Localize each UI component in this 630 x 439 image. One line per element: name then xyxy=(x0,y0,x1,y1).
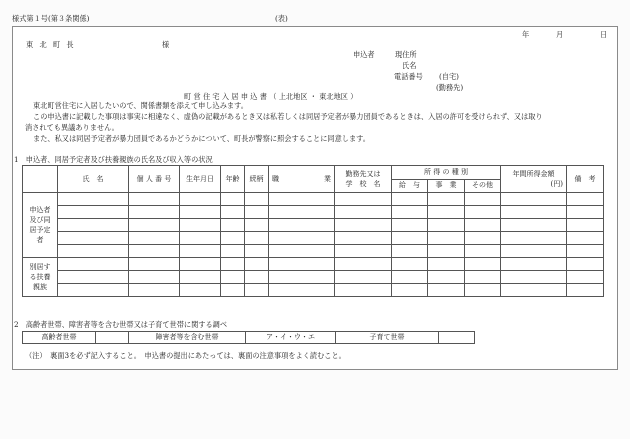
cell-input[interactable] xyxy=(221,232,245,245)
cell-input[interactable] xyxy=(501,258,567,271)
cell-input[interactable] xyxy=(58,219,129,232)
form-id: 様式第１号(第３条関係) xyxy=(12,14,90,23)
cell-input[interactable] xyxy=(392,271,428,284)
cell-input[interactable] xyxy=(501,219,567,232)
elderly-household-label: 高齢者世帯 xyxy=(23,332,96,344)
cell-input[interactable] xyxy=(129,258,180,271)
cell-input[interactable] xyxy=(245,271,269,284)
cell-input[interactable] xyxy=(180,206,221,219)
paragraph-1: 東北町営住宅に入居したいので、関係書類を添えて申し込みます。 xyxy=(33,101,248,110)
cell-input[interactable] xyxy=(245,245,269,258)
cell-input[interactable] xyxy=(392,193,428,206)
header-name: 氏 名 xyxy=(58,166,129,193)
phone-home: (自宅) xyxy=(439,72,459,81)
header-salary: 給 与 xyxy=(392,179,428,193)
cell-input[interactable] xyxy=(465,193,501,206)
group-label-applicants: 申込者 及び同 居予定 者 xyxy=(23,193,58,258)
disabled-household-label: 障害者等を含む世帯 xyxy=(129,332,246,344)
header-annual-income xyxy=(501,166,567,193)
cell-input[interactable] xyxy=(501,284,567,297)
child-rearing-household-label: 子育て世帯 xyxy=(336,332,439,344)
section1-heading: 1 申込者、同居予定者及び扶養親族の氏名及び収入等の状況 xyxy=(14,155,213,164)
cell-input[interactable] xyxy=(58,271,129,284)
header-workplace xyxy=(335,166,392,193)
cell-input[interactable] xyxy=(221,219,245,232)
header-relation: 続柄 xyxy=(245,166,269,193)
cell-input[interactable] xyxy=(269,206,335,219)
cell-input[interactable] xyxy=(58,258,129,271)
cell-input[interactable] xyxy=(58,193,129,206)
cell-input[interactable] xyxy=(567,219,604,232)
cell-input[interactable] xyxy=(269,284,335,297)
cell-input[interactable] xyxy=(269,258,335,271)
header-workplace-bottom: 学 校 名 xyxy=(345,180,381,188)
cell-input[interactable] xyxy=(428,271,465,284)
cell-input[interactable] xyxy=(269,271,335,284)
date-month: 月 xyxy=(556,30,564,39)
table-row xyxy=(23,258,604,271)
cell-input[interactable] xyxy=(567,271,604,284)
cell-input[interactable] xyxy=(180,258,221,271)
cell-input[interactable] xyxy=(501,245,567,258)
header-other: その他 xyxy=(465,179,501,193)
cell-input[interactable] xyxy=(567,284,604,297)
cell-input[interactable] xyxy=(180,271,221,284)
cell-input[interactable] xyxy=(501,193,567,206)
paragraph-3: また、私又は同居予定者が暴力団員であるかどうかについて、町長が警察に照会することに同意します。 xyxy=(33,134,370,143)
cell-input[interactable] xyxy=(335,193,392,206)
phone-work: (勤務先) xyxy=(436,83,464,92)
date-day: 日 xyxy=(600,30,608,39)
header-birthdate: 生年月日 xyxy=(180,166,221,193)
cell-input[interactable] xyxy=(428,232,465,245)
paragraph-2: この申込書に記載した事項は事実に相違なく、虚偽の記載があるとき又は私若しくは同居予定者が暴力団員であるときは、入居の許可を受けられず、又は取り xyxy=(33,112,543,121)
header-occupation xyxy=(269,166,335,193)
cell-input[interactable] xyxy=(245,232,269,245)
cell-input[interactable] xyxy=(465,271,501,284)
cell-input[interactable] xyxy=(501,271,567,284)
note: （注） 裏面3を必ず記入すること。 申込書の提出にあたっては、裏面の注意事項をよく読むこと。 xyxy=(25,351,346,360)
name-label: 氏名 xyxy=(402,61,417,70)
addressee-honorific: 様 xyxy=(162,40,170,49)
disabled-household-options[interactable]: ア・イ・ウ・エ xyxy=(246,332,336,344)
cell-input[interactable] xyxy=(465,232,501,245)
cell-input[interactable] xyxy=(335,245,392,258)
cell-input[interactable] xyxy=(129,193,180,206)
cell-input[interactable] xyxy=(180,193,221,206)
cell-input[interactable] xyxy=(129,219,180,232)
cell-input[interactable] xyxy=(58,284,129,297)
cell-input[interactable] xyxy=(269,232,335,245)
cell-input[interactable] xyxy=(567,245,604,258)
cell-input[interactable] xyxy=(428,219,465,232)
cell-input[interactable] xyxy=(129,271,180,284)
cell-input[interactable] xyxy=(180,245,221,258)
date-year: 年 xyxy=(522,30,530,39)
cell-input[interactable] xyxy=(465,284,501,297)
cell-input[interactable] xyxy=(245,193,269,206)
cell-input[interactable] xyxy=(567,258,604,271)
cell-input[interactable] xyxy=(180,232,221,245)
header-remarks: 備 考 xyxy=(567,166,604,193)
income-table xyxy=(22,165,604,297)
cell-input[interactable] xyxy=(465,206,501,219)
address-label: 現住所 xyxy=(395,50,417,59)
section2-heading: 2 高齢者世帯、障害者等を含む世帯又は子育て世帯に関する調べ xyxy=(14,320,228,329)
elderly-household-input[interactable] xyxy=(96,332,129,344)
cell-input[interactable] xyxy=(180,284,221,297)
cell-input[interactable] xyxy=(392,219,428,232)
applicant-label: 申込者 xyxy=(353,50,375,59)
cell-input[interactable] xyxy=(245,206,269,219)
cell-input[interactable] xyxy=(221,271,245,284)
header-annual-income-label: 年間所得金額 xyxy=(512,169,555,178)
cell-input[interactable] xyxy=(129,206,180,219)
cell-input[interactable] xyxy=(335,206,392,219)
cell-input[interactable] xyxy=(335,284,392,297)
side-label: (表) xyxy=(275,14,288,23)
cell-input[interactable] xyxy=(245,284,269,297)
household-type-table xyxy=(22,331,475,344)
cell-input[interactable] xyxy=(221,284,245,297)
child-rearing-household-input[interactable] xyxy=(439,332,475,344)
cell-input[interactable] xyxy=(335,271,392,284)
cell-input[interactable] xyxy=(129,232,180,245)
cell-input[interactable] xyxy=(129,284,180,297)
table-row xyxy=(23,193,604,206)
cell-input[interactable] xyxy=(269,245,335,258)
table-row xyxy=(23,271,604,284)
cell-input[interactable] xyxy=(335,232,392,245)
header-business: 事 業 xyxy=(428,179,465,193)
addressee-name: 東 北 町 長 xyxy=(26,40,76,49)
table-row xyxy=(23,219,604,232)
cell-input[interactable] xyxy=(465,258,501,271)
header-group-blank xyxy=(23,166,58,193)
header-occupation-left: 職 xyxy=(272,174,279,183)
cell-input[interactable] xyxy=(335,258,392,271)
cell-input[interactable] xyxy=(392,232,428,245)
cell-input[interactable] xyxy=(392,284,428,297)
header-occupation-right: 業 xyxy=(324,174,331,183)
cell-input[interactable] xyxy=(245,219,269,232)
cell-input[interactable] xyxy=(58,232,129,245)
cell-input[interactable] xyxy=(428,206,465,219)
cell-input[interactable] xyxy=(465,245,501,258)
cell-input[interactable] xyxy=(465,219,501,232)
cell-input[interactable] xyxy=(58,245,129,258)
header-age: 年齢 xyxy=(221,166,245,193)
cell-input[interactable] xyxy=(245,258,269,271)
cell-input[interactable] xyxy=(428,284,465,297)
cell-input[interactable] xyxy=(269,219,335,232)
table-row xyxy=(23,232,604,245)
cell-input[interactable] xyxy=(221,193,245,206)
cell-input[interactable] xyxy=(428,245,465,258)
cell-input[interactable] xyxy=(501,232,567,245)
cell-input[interactable] xyxy=(392,206,428,219)
cell-input[interactable] xyxy=(392,245,428,258)
page-title: 町 営 住 宅 入 居 申 込 書 （ 上北地区 ・ 東北地区 ） xyxy=(184,92,358,101)
cell-input[interactable] xyxy=(428,193,465,206)
cell-input[interactable] xyxy=(428,258,465,271)
cell-input[interactable] xyxy=(501,206,567,219)
header-my-number: 個 人 番 号 xyxy=(129,166,180,193)
cell-input[interactable] xyxy=(567,193,604,206)
header-workplace-top: 勤務先又は xyxy=(345,169,381,178)
group-label-dependents: 別居す る扶養 親族 xyxy=(23,258,58,297)
cell-input[interactable] xyxy=(392,258,428,271)
cell-input[interactable] xyxy=(269,193,335,206)
cell-input[interactable] xyxy=(221,258,245,271)
table-row xyxy=(23,206,604,219)
cell-input[interactable] xyxy=(335,219,392,232)
table-row xyxy=(23,284,604,297)
cell-input[interactable] xyxy=(221,245,245,258)
cell-input[interactable] xyxy=(129,245,180,258)
cell-input[interactable] xyxy=(567,206,604,219)
phone-label: 電話番号 xyxy=(394,72,423,81)
header-yen: (円) xyxy=(550,180,563,188)
cell-input[interactable] xyxy=(221,206,245,219)
table-row xyxy=(23,245,604,258)
cell-input[interactable] xyxy=(567,232,604,245)
header-income-type: 所 得 の 種 別 xyxy=(392,166,501,180)
cell-input[interactable] xyxy=(58,206,129,219)
paragraph-2-cont: 消されても異議ありません。 xyxy=(25,123,119,132)
cell-input[interactable] xyxy=(180,219,221,232)
